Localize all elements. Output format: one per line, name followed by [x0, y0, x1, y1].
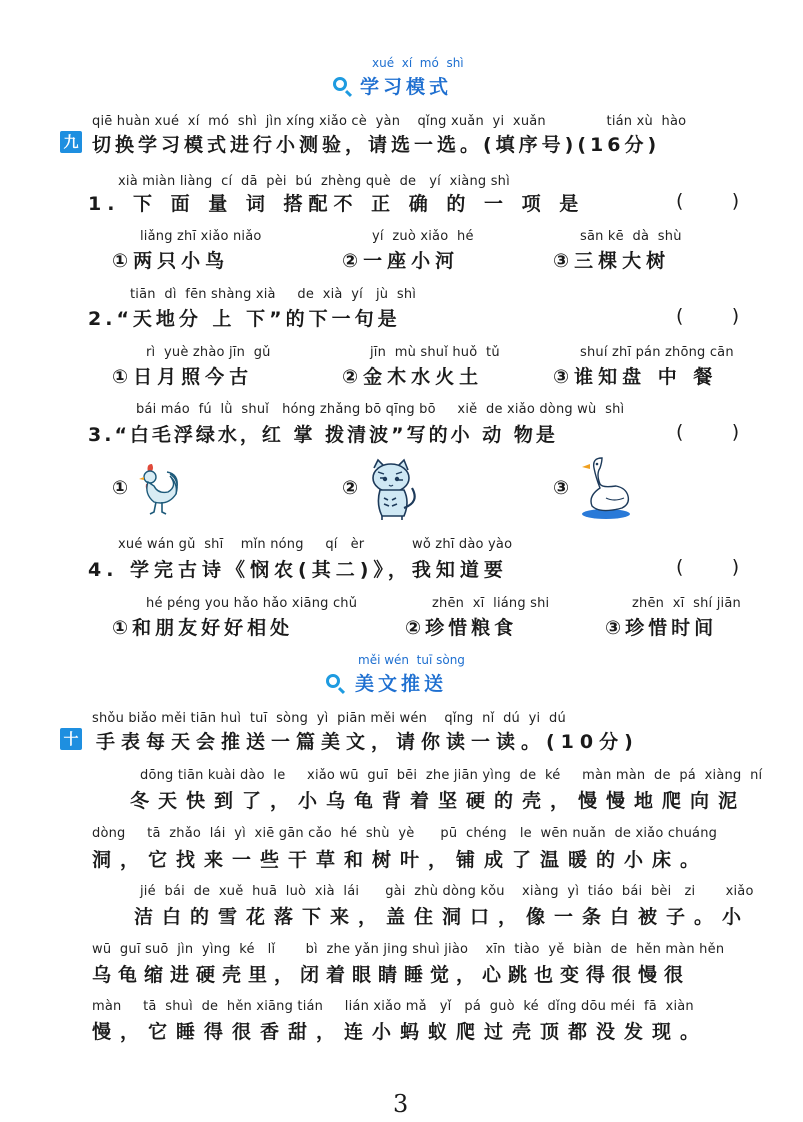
- item2-pinyin: tiān dì fēn shàng xià de xià yí jù shì: [130, 287, 417, 302]
- item3-answer-blank[interactable]: ( ): [676, 421, 740, 443]
- goose-icon[interactable]: [580, 456, 632, 522]
- item2-option3[interactable]: ③谁知盘 中 餐: [553, 366, 718, 388]
- passage-line4-pinyin: wū guī suō jìn yìng ké lǐ bì zhe yǎn jing shuì jiào xīn tiào yě biàn de hěn màn hěn: [92, 942, 725, 957]
- item3-option3-label[interactable]: ③: [553, 477, 575, 499]
- item1-opt3-pinyin: sān kē dà shù: [580, 229, 682, 244]
- item4-answer-blank[interactable]: ( ): [676, 556, 740, 578]
- passage-line2-pinyin: dòng tā zhǎo lái yì xiē gān cǎo hé shù yè pū chéng le wēn nuǎn de xiǎo chuáng: [92, 826, 718, 841]
- item2-option2[interactable]: ②金木水火土: [342, 366, 484, 388]
- item1-answer-blank[interactable]: ( ): [676, 190, 740, 212]
- item2-opt1-pinyin: rì yuè zhào jīn gǔ: [146, 345, 271, 360]
- item4-opt3-pinyin: zhēn xī shí jiān: [632, 596, 741, 611]
- q9-number-badge: 九: [60, 131, 82, 153]
- item3-pinyin: bái máo fú lǜ shuǐ hóng zhǎng bō qīng bō xiě de xiǎo dòng wù shì: [136, 402, 625, 417]
- section2-pinyin: měi wén tuī sòng: [358, 653, 465, 667]
- item4-pinyin: xué wán gǔ shī mǐn nóng qí èr wǒ zhī dào yào: [118, 537, 513, 552]
- item3-question: 3.“白毛浮绿水，红 掌 拨清波”写的小 动 物是: [88, 424, 558, 446]
- item1-pinyin: xià miàn liàng cí dā pèi bú zhèng què de yí xiàng shì: [118, 174, 510, 189]
- item4-option1[interactable]: ①和朋友好好相处: [112, 617, 294, 639]
- passage-line4: 乌龟缩进硬壳里，闭着眼睛睡觉，心跳也变得很慢很: [92, 964, 691, 986]
- q10-pinyin: shǒu biǎo měi tiān huì tuī sòng yì piān měi wén qǐng nǐ dú yi dú: [92, 711, 566, 726]
- passage-line2: 洞，它找来一些干草和树叶，铺成了温暖的小床。: [92, 849, 709, 871]
- passage-line3: 洁白的雪花落下来，盖住洞口，像一条白被子。小: [134, 906, 751, 928]
- item2-answer-blank[interactable]: ( ): [676, 305, 740, 327]
- item1-option2[interactable]: ②一座小河: [342, 250, 460, 272]
- q9-instruction: 切换学习模式进行小测验，请选一选。(填序号)(16分): [92, 134, 661, 156]
- passage-line1-pinyin: dōng tiān kuài dào le xiǎo wū guī bēi zhe jiān yìng de ké màn màn de pá xiàng ní: [140, 768, 763, 783]
- item4-option3[interactable]: ③珍惜时间: [605, 617, 718, 639]
- q9-pinyin: qiē huàn xué xí mó shì jìn xíng xiǎo cè yàn qǐng xuǎn yi xuǎn tián xù hào: [92, 114, 687, 129]
- item2-option1[interactable]: ①日月照今古: [112, 366, 254, 388]
- item1-question: 1. 下 面 量 词 搭配不 正 确 的 一 项 是: [88, 193, 585, 215]
- magnifier-icon: [326, 674, 340, 688]
- item2-opt2-pinyin: jīn mù shuǐ huǒ tǔ: [370, 345, 500, 360]
- item3-option1-label[interactable]: ①: [112, 477, 134, 499]
- page-number: 3: [393, 1090, 409, 1118]
- passage-line3-pinyin: jié bái de xuě huā luò xià lái gài zhù dòng kǒu xiàng yì tiáo bái bèi zi xiǎo: [140, 884, 754, 899]
- item2-opt3-pinyin: shuí zhī pán zhōng cān: [580, 345, 734, 360]
- section1-title: 学习模式: [360, 76, 453, 98]
- item1-opt2-pinyin: yí zuò xiǎo hé: [372, 229, 474, 244]
- item2-question: 2.“天地分 上 下”的下一句是: [88, 308, 401, 330]
- item4-opt2-pinyin: zhēn xī liáng shi: [432, 596, 550, 611]
- item1-option1[interactable]: ①两只小鸟: [112, 250, 230, 272]
- item1-opt1-pinyin: liǎng zhī xiǎo niǎo: [140, 229, 262, 244]
- item4-question: 4. 学完古诗《悯农(其二)》，我知道要: [88, 559, 508, 581]
- rooster-icon[interactable]: [134, 460, 184, 518]
- passage-line1: 冬天快到了，小乌龟背着坚硬的壳，慢慢地爬向泥: [130, 790, 747, 812]
- passage-line5: 慢，它睡得很香甜，连小蚂蚁爬过壳顶都没发现。: [92, 1021, 709, 1043]
- q10-number-badge: 十: [60, 728, 82, 750]
- cat-icon[interactable]: [366, 458, 426, 522]
- item4-opt1-pinyin: hé péng you hǎo hǎo xiāng chǔ: [146, 596, 358, 611]
- item3-option2-label[interactable]: ②: [342, 477, 364, 499]
- magnifier-icon: [333, 77, 347, 91]
- q10-instruction: 手表每天会推送一篇美文，请你读一读。(10分): [96, 731, 639, 753]
- section2-title: 美文推送: [355, 673, 448, 695]
- section1-pinyin: xué xí mó shì: [372, 56, 464, 70]
- item4-option2[interactable]: ②珍惜粮食: [405, 617, 518, 639]
- passage-line5-pinyin: màn tā shuì de hěn xiāng tián lián xiǎo mǎ yǐ pá guò ké dǐng dōu méi fā xiàn: [92, 999, 694, 1014]
- item1-option3[interactable]: ③三棵大树: [553, 250, 671, 272]
